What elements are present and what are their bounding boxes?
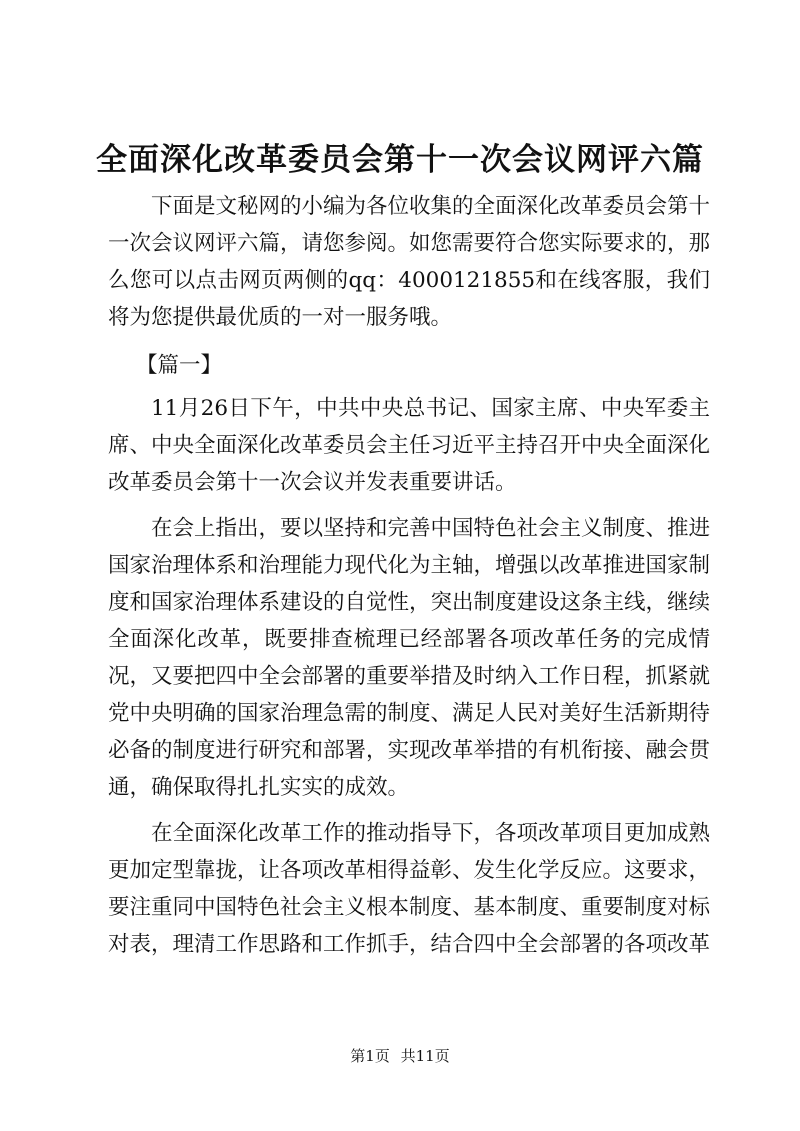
section-heading: 【篇一】: [135, 353, 222, 378]
body-paragraph-2: 在会上指出，要以坚持和完善中国特色社会主义制度、推进国家治理体系和治理能力现代化为主轴，增强以改革推进国家制度和国家治理体系建设的自觉性，突出制度建设这条主线，继续全面深化改革，既要排查梳理已经部署各项改革任务的完成情况，又要把四中全会部署的重要举措及时纳入工作日程，抓紧就党中央明确的国家治理急需的制度、满足人民对美好生活新期待必备的制度进行研究和部署，实现改革举措的有机衔接、融会贯通，确保取得扎扎实实的成效。: [108, 516, 711, 800]
document-body: [108, 188, 710, 963]
page-number: 第1页: [350, 1047, 390, 1065]
intro-paragraph: 下面是文秘网的小编为各位收集的全面深化改革委员会第十一次会议网评六篇，请您参阅。如您需要符合您实际要求的，那么您可以点击网页两侧的qq：4000121855和在线客服，我们将为您提供最优质的一对一服务哦。: [108, 194, 711, 330]
page-total: 共11页: [400, 1047, 450, 1065]
document-title: 全面深化改革委员会第十一次会议网评六篇: [96, 142, 704, 178]
page-footer: [0, 1046, 800, 1066]
body-paragraph-1: 11月26日下午，中共中央总书记、国家主席、中央军委主席、中央全面深化改革委员会主任习近平主持召开中央全面深化改革委员会第十一次会议并发表重要讲话。: [108, 396, 711, 495]
body-paragraph-3: 在全面深化改革工作的推动指导下，各项改革项目更加成熟更加定型靠拢，让各项改革相得益彰、发生化学反应。这要求，要注重同中国特色社会主义根本制度、基本制度、重要制度对标对表，理清工作思路和工作抓手，结合四中全会部署的各项改革: [108, 821, 711, 957]
